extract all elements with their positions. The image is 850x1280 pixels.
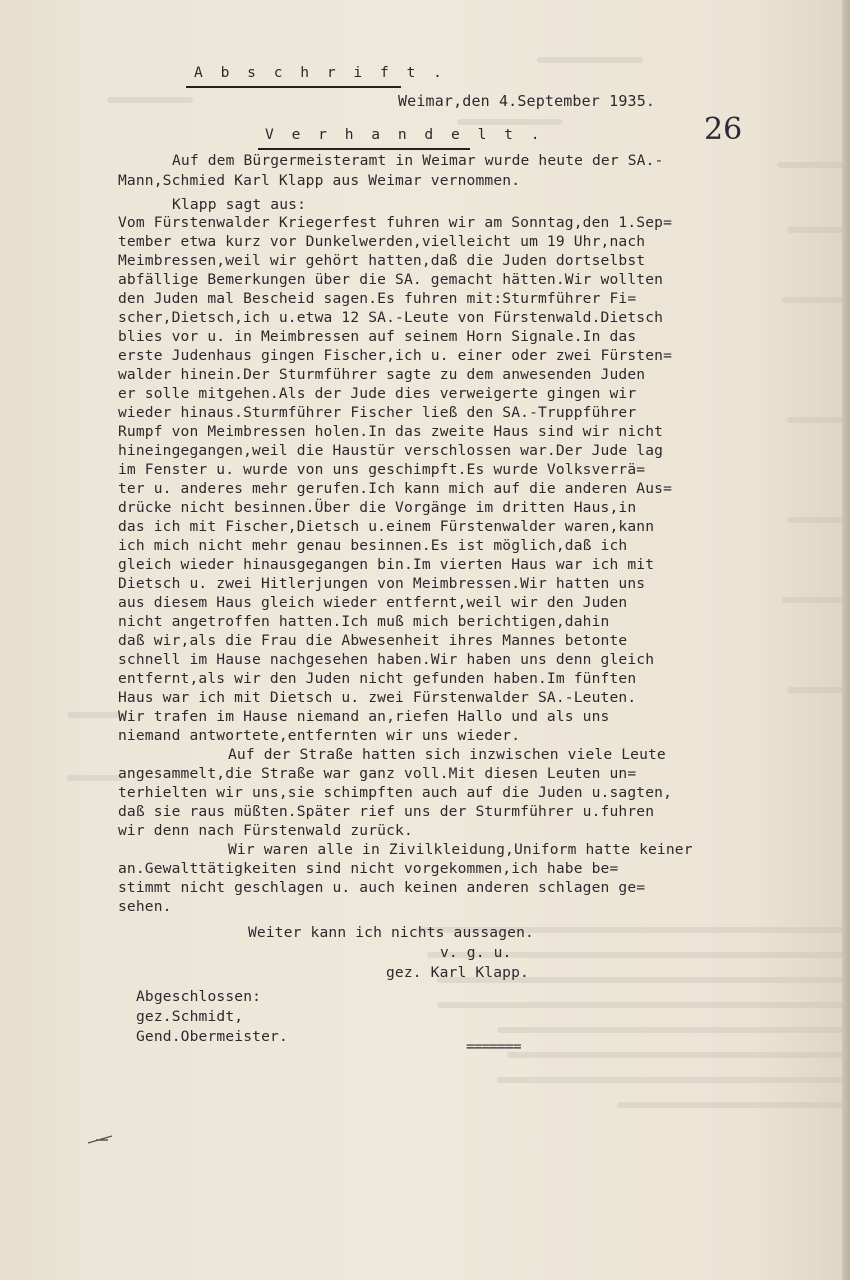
statement-line: den Juden mal Bescheid sagen.Es fuhren mit:Sturmführer Fi=: [118, 290, 637, 307]
heading-underline: [186, 86, 401, 88]
statement-line: daß sie raus müßten.Später rief uns der Sturmführer u.fuhren: [118, 803, 655, 820]
closed-by-label: Abgeschlossen:: [136, 988, 262, 1005]
place-date: Weimar,den 4.September 1935.: [398, 92, 656, 110]
statement-line: Auf der Straße hatten sich inzwischen viele Leute: [228, 746, 666, 763]
statement-line: hineingegangen,weil die Haustür verschlossen war.Der Jude lag: [118, 442, 664, 459]
statement-line: Wir trafen im Hause niemand an,riefen Hallo und als uns: [118, 708, 610, 725]
statement-line: im Fenster u. wurde von uns geschimpft.Es wurde Volksverrä=: [118, 461, 646, 478]
statement-line: abfällige Bemerkungen über die SA. gemacht hätten.Wir wollten: [118, 271, 664, 288]
statement-line: Meimbressen,weil wir gehört hatten,daß die Juden dortselbst: [118, 252, 646, 269]
statement-line: entfernt,als wir den Juden nicht gefunden haben.Im fünften: [118, 670, 637, 687]
statement-line: an.Gewalttätigkeiten sind nicht vorgekommen,ich habe be=: [118, 860, 619, 877]
statement-line: das ich mit Fischer,Dietsch u.einem Fürstenwalder waren,kann: [118, 518, 655, 535]
statement-line: ich mich nicht mehr genau besinnen.Es ist möglich,daß ich: [118, 537, 628, 554]
statement-line: angesammelt,die Straße war ganz voll.Mit diesen Leuten un=: [118, 765, 637, 782]
statement-line: wir denn nach Fürstenwald zurück.: [118, 822, 413, 839]
statement-line: nicht angetroffen hatten.Ich muß mich berichtigen,dahin: [118, 613, 610, 630]
speaker-line: Klapp sagt aus:: [172, 196, 307, 213]
closed-by-rank: Gend.Obermeister.: [136, 1028, 288, 1045]
closed-by-name: gez.Schmidt,: [136, 1008, 244, 1025]
statement-line: schnell im Hause nachgesehen haben.Wir haben uns denn gleich: [118, 651, 655, 668]
intro-line: Mann,Schmied Karl Klapp aus Weimar vernommen.: [118, 172, 521, 189]
subheading-underline: [258, 148, 470, 150]
signature-line: gez. Karl Klapp.: [386, 964, 529, 981]
page-number: 26: [704, 112, 743, 147]
statement-line: Haus war ich mit Dietsch u. zwei Fürstenwalder SA.-Leuten.: [118, 689, 637, 706]
closing-statement: Weiter kann ich nichts aussagen.: [248, 924, 534, 941]
statement-line: daß wir,als die Frau die Abwesenheit ihres Mannes betonte: [118, 632, 628, 649]
statement-line: stimmt nicht geschlagen u. auch keinen anderen schlagen ge=: [118, 879, 646, 896]
statement-line: aus diesem Haus gleich wieder entfernt,weil wir den Juden: [118, 594, 628, 611]
statement-line: Dietsch u. zwei Hitlerjungen von Meimbressen.Wir hatten uns: [118, 575, 646, 592]
statement-line: ter u. anderes mehr gerufen.Ich kann mich auf die anderen Aus=: [118, 480, 673, 497]
statement-line: sehen.: [118, 898, 172, 915]
statement-line: terhielten wir uns,sie schimpften auch auf die Juden u.sagten,: [118, 784, 673, 801]
statement-line: walder hinein.Der Sturmführer sagte zu dem anwesenden Juden: [118, 366, 646, 383]
statement-line: erste Judenhaus gingen Fischer,ich u. einer oder zwei Fürsten=: [118, 347, 673, 364]
statement-line: scher,Dietsch,ich u.etwa 12 SA.-Leute von Fürstenwald.Dietsch: [118, 309, 664, 326]
statement-line: gleich wieder hinausgegangen bin.Im vierten Haus war ich mit: [118, 556, 655, 573]
statement-line: niemand antwortete,entfernten wir uns wieder.: [118, 727, 521, 744]
document-subheading: V e r h a n d e l t .: [265, 126, 545, 143]
intro-line: Auf dem Bürgermeisteramt in Weimar wurde heute der SA.-: [172, 152, 664, 169]
statement-line: tember etwa kurz vor Dunkelwerden,vielleicht um 19 Uhr,nach: [118, 233, 646, 250]
statement-line: er solle mitgehen.Als der Jude dies verweigerte gingen wir: [118, 385, 637, 402]
end-mark: =======: [466, 1038, 521, 1055]
statement-line: wieder hinaus.Sturmführer Fischer ließ den SA.-Truppführer: [118, 404, 637, 421]
statement-line: drücke nicht besinnen.Über die Vorgänge im dritten Haus,in: [118, 499, 637, 516]
document-heading: A b s c h r i f t .: [194, 64, 447, 81]
read-approved-signed: v. g. u.: [440, 944, 512, 961]
statement-line: blies vor u. in Meimbressen auf seinem Horn Signale.In das: [118, 328, 637, 345]
statement-line: Wir waren alle in Zivilkleidung,Uniform hatte keiner: [228, 841, 693, 858]
statement-line: Vom Fürstenwalder Kriegerfest fuhren wir am Sonntag,den 1.Sep=: [118, 214, 673, 231]
statement-line: Rumpf von Meimbressen holen.In das zweite Haus sind wir nicht: [118, 423, 664, 440]
